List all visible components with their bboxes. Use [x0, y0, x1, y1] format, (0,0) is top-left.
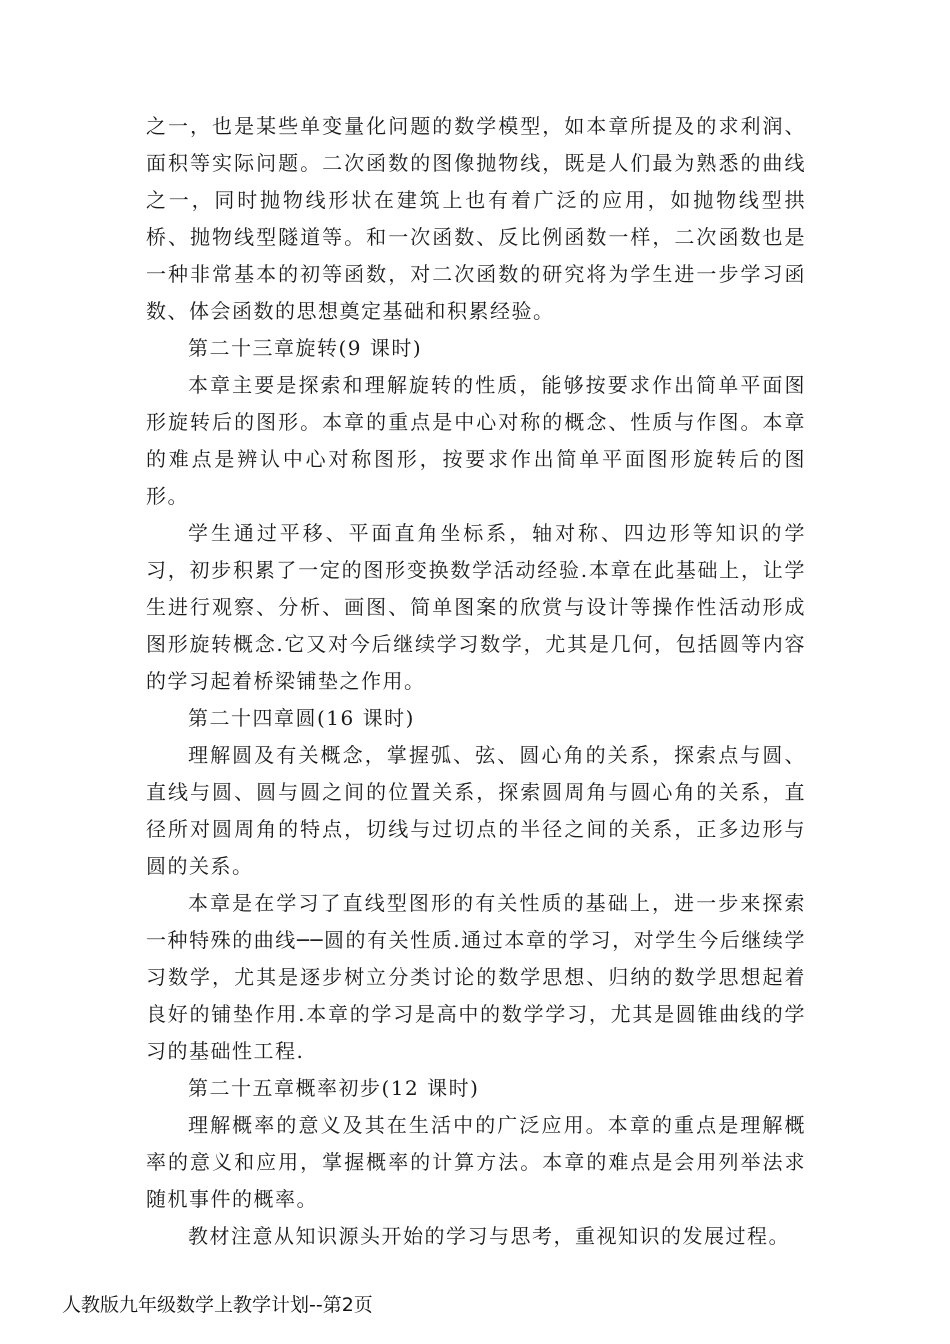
- chapter-25-heading: 第二十五章概率初步(12 课时): [188, 1076, 480, 1100]
- page-footer: 人教版九年级数学上教学计划--第2页: [62, 1294, 373, 1316]
- chapter-24-paragraph-2: 本章是在学习了直线型图形的有关性质的基础上，进一步来探索一种特殊的曲线──圆的有关性质.通过本章的学习，对学生今后继续学习数学，尤其是逐步树立分类讨论的数学思想、归纳的数学思想起着良好的铺垫作用.本章的学习是高中的数学学习，尤其是圆锥曲线的学习的基础性工程.: [146, 891, 806, 1063]
- document-body: [146, 108, 806, 1255]
- chapter-24-paragraph-1: 理解圆及有关概念，掌握弧、弦、圆心角的关系，探索点与圆、直线与圆、圆与圆之间的位置关系，探索圆周角与圆心角的关系，直径所对圆周角的特点，切线与过切点的半径之间的关系，正多边形与圆的关系。: [146, 743, 806, 878]
- chapter-24-heading: 第二十四章圆(16 课时): [188, 706, 415, 730]
- paragraph-continuation: 之一，也是某些单变量化问题的数学模型，如本章所提及的求利润、面积等实际问题。二次函数的图像抛物线，既是人们最为熟悉的曲线之一，同时抛物线形状在建筑上也有着广泛的应用，如抛物线型拱桥、抛物线型隧道等。和一次函数、反比例函数一样，二次函数也是一种非常基本的初等函数，对二次函数的研究将为学生进一步学习函数、体会函数的思想奠定基础和积累经验。: [146, 114, 806, 323]
- chapter-23-paragraph-1: 本章主要是探索和理解旋转的性质，能够按要求作出简单平面图形旋转后的图形。本章的重点是中心对称的概念、性质与作图。本章的难点是辨认中心对称图形，按要求作出简单平面图形旋转后的图形。: [146, 373, 806, 508]
- chapter-25-paragraph-2: 教材注意从知识源头开始的学习与思考，重视知识的发展过程。: [188, 1224, 790, 1248]
- chapter-23-paragraph-2: 学生通过平移、平面直角坐标系，轴对称、四边形等知识的学习，初步积累了一定的图形变换数学活动经验.本章在此基础上，让学生进行观察、分析、画图、简单图案的欣赏与设计等操作性活动形成图形旋转概念.它又对今后继续学习数学，尤其是几何，包括圆等内容的学习起着桥梁铺垫之作用。: [146, 521, 806, 693]
- chapter-23-heading: 第二十三章旋转(9 课时): [188, 336, 423, 360]
- chapter-25-paragraph-1: 理解概率的意义及其在生活中的广泛应用。本章的重点是理解概率的意义和应用，掌握概率的计算方法。本章的难点是会用列举法求随机事件的概率。: [146, 1113, 806, 1211]
